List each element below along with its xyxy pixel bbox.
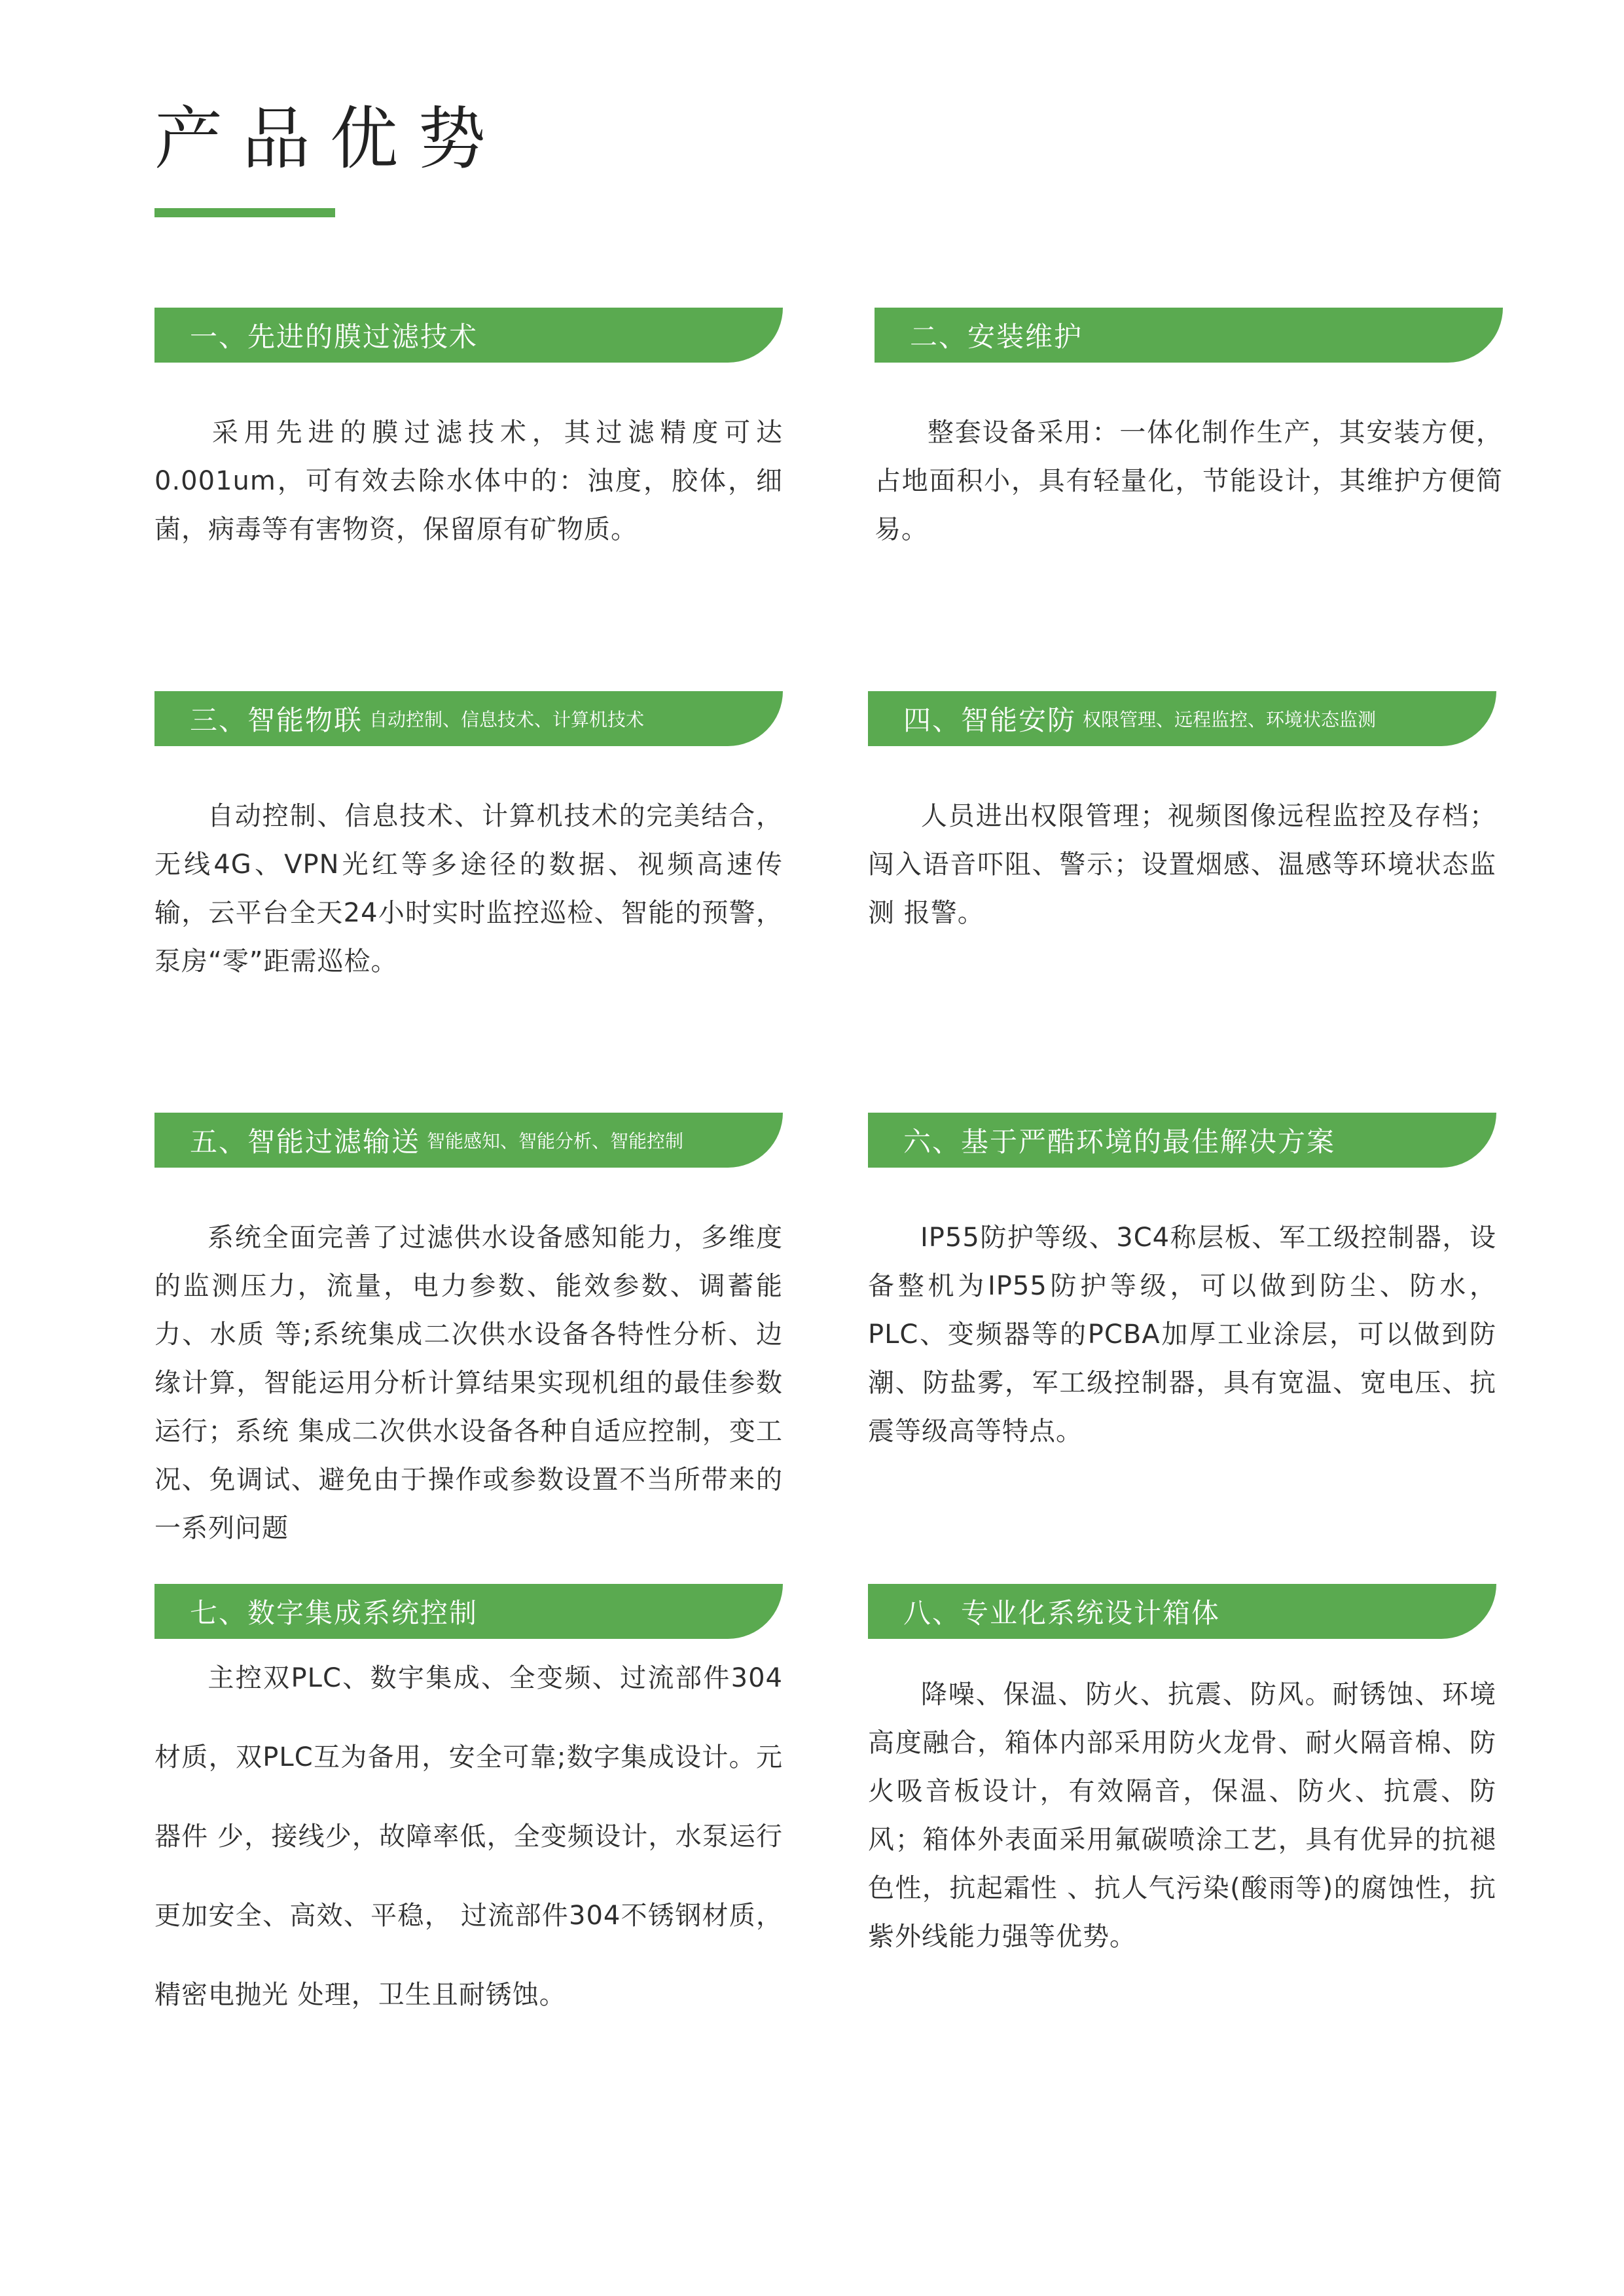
section-title: 七、数字集成系统控制 xyxy=(190,1597,478,1629)
section-header xyxy=(868,1113,1496,1168)
section-harsh-environment-solution xyxy=(868,1113,1496,1456)
section-header xyxy=(875,308,1503,363)
section-smart-security xyxy=(868,691,1496,937)
page-title: 产品优势 xyxy=(154,99,506,179)
section-header xyxy=(154,1584,783,1639)
section-body xyxy=(154,1213,783,1552)
section-title: 三、智能物联 xyxy=(190,704,363,736)
section-professional-cabinet xyxy=(868,1584,1496,1961)
section-title: 二、安装维护 xyxy=(910,321,1083,353)
section-body xyxy=(868,1213,1496,1456)
section-header xyxy=(868,1584,1496,1639)
section-digital-integrated-control xyxy=(154,1584,783,2035)
section-subtitle: 权限管理、远程监控、环境状态监测 xyxy=(1083,709,1377,730)
section-header xyxy=(154,691,783,746)
section-body-text: 主控双PLC、数宇集成、全变频、过流部件304材质，双PLC互为备用，安全可靠;数字集成设计。元器件 少，接线少，故障率低，全变频设计，水泵运行更加安全、高效、平稳， 过流部件304不锈钢材质，精密电抛光 处理，卫生且耐锈蚀。 xyxy=(154,1663,783,2010)
section-title: 八、专业化系统设计箱体 xyxy=(903,1597,1221,1629)
section-membrane-filtration xyxy=(154,308,783,554)
section-body-text: 降噪、保温、防火、抗震、防风。耐锈蚀、环境高度融合，箱体内部采用防火龙骨、耐火隔音棉、防火吸音板设计，有效隔音，保温、防火、抗震、防风；箱体外表面采用氟碳喷涂工艺，具有优异的抗褪色性，抗起霜性 、抗人气污染(酸雨等)的腐蚀性，抗紫外线能力强等优势。 xyxy=(868,1679,1496,1952)
section-body-text: 自动控制、信息技术、计算机技术的完美结合，无线4G、VPN光红等多途径的数据、视频高速传输，云平台全天24小时实时监控巡检、智能的预警，泵房“零”距需巡检。 xyxy=(154,801,783,977)
section-title: 四、智能安防 xyxy=(903,704,1077,736)
section-body-text: 采用先进的膜过滤技术，其过滤精度可达0.001um，可有效去除水体中的：浊度，胶体，细菌，病毒等有害物资，保留原有矿物质。 xyxy=(154,418,783,545)
section-subtitle: 自动控制、信息技术、计算机技术 xyxy=(369,709,645,730)
section-body xyxy=(868,1670,1496,1961)
section-body xyxy=(154,1639,783,2035)
section-header xyxy=(868,691,1496,746)
title-underline xyxy=(154,208,335,217)
section-body-text: 整套设备采用：一体化制作生产，其安装方便，占地面积小，具有轻量化，节能设计，其维护方便简易。 xyxy=(875,418,1503,545)
section-body-text: 系统全面完善了过滤供水设备感知能力，多维度的监测压力，流量，电力参数、能效参数、调蓄能力、水质 等;系统集成二次供水设备各特性分析、边缘计算，智能运用分析计算结果实现机组的最佳参数运行；系统 集成二次供水设备各种自适应控制，变工况、免调试、避免由于操作或参数设置不当所带来的一系列问题 xyxy=(154,1223,783,1543)
section-body-text: 人员进出权限管理；视频图像远程监控及存档；闯入语音吓阻、警示；设置烟感、温感等环境状态监测 报警。 xyxy=(868,801,1496,928)
section-header xyxy=(154,1113,783,1168)
section-body xyxy=(875,408,1503,554)
section-smart-filtration-delivery xyxy=(154,1113,783,1552)
section-smart-iot xyxy=(154,691,783,986)
section-body xyxy=(868,792,1496,937)
section-title: 六、基于严酷环境的最佳解决方案 xyxy=(903,1126,1336,1158)
section-body xyxy=(154,408,783,554)
section-body xyxy=(154,792,783,986)
section-body-text: IP55防护等级、3C4称层板、军工级控制器，设备整机为IP55防护等级，可以做到防尘、防水，PLC、变频器等的PCBA加厚工业涂层，可以做到防潮、防盐雾，军工级控制器，具有宽温、宽电压、抗震等级高等特点。 xyxy=(868,1223,1496,1446)
section-header xyxy=(154,308,783,363)
section-installation-maintenance xyxy=(875,308,1503,554)
section-subtitle: 智能感知、智能分析、智能控制 xyxy=(427,1130,684,1152)
section-title: 一、先进的膜过滤技术 xyxy=(190,321,478,353)
section-title: 五、智能过滤输送 xyxy=(190,1126,421,1158)
